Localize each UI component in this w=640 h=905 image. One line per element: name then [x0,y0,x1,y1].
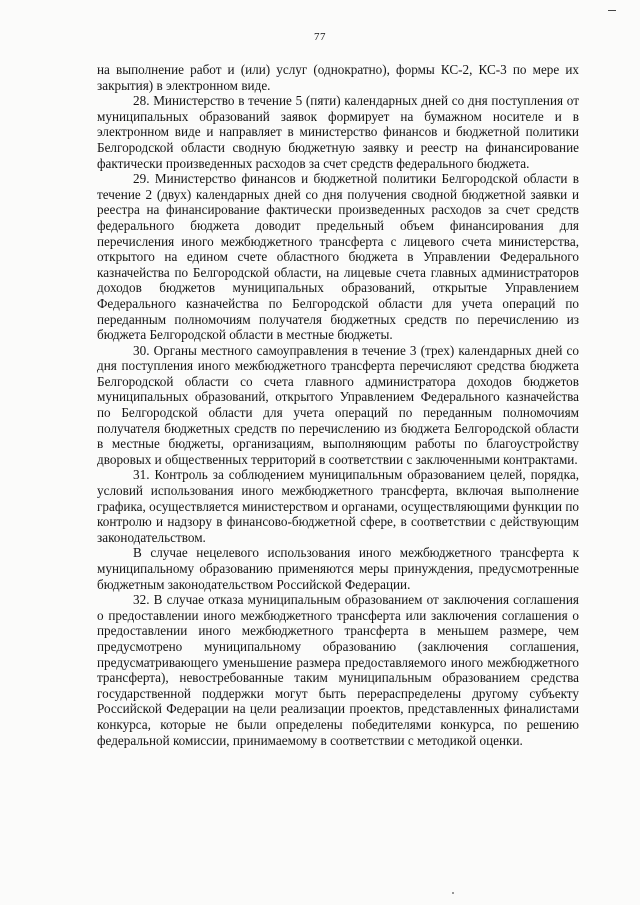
paragraph-29: 29. Министерство финансов и бюджетной политики Белгородской области в течение 2 (двух) календарных дней со дня получения сводной бюджетной заявки и реестра на финансирование фактически произведенных расходов за счет средств федерального бюджета доводит предельный объем финансирования для перечисления иного межбюджетного трансферта с лицевого счета министерства, открытого на едином счете областного бюджета в Управлении Федерального казначейства по Белгородской области, на лицевые счета главных администраторов доходов бюджетов муниципальных образований, открытые Управлением Федерального казначейства по Белгородской области для учета операций по переданным полномочиям получателя бюджетных средств по перечислению из бюджета Белгородской области в местные бюджеты. [97,171,579,343]
paragraph-31: 31. Контроль за соблюдением муниципальным образованием целей, порядка, условий использования иного межбюджетного трансферта, включая выполнение графика, осуществляется министерством и органами, осуществляющими функции по контролю и надзору в финансово-бюджетной сфере, в соответствии с действующим законодательством. [97,467,579,545]
scan-speck [452,892,454,894]
document-body [97,62,579,748]
paragraph-31-sanctions: В случае нецелевого использования иного межбюджетного трансферта к муниципальному образованию применяются меры принуждения, предусмотренные бюджетным законодательством Российской Федерации. [97,545,579,592]
paragraph-continuation: на выполнение работ и (или) услуг (однократно), формы КС-2, КС-3 по мере их закрытия) в электронном виде. [97,62,579,93]
scan-mark [608,10,616,11]
page-number: 77 [314,31,326,43]
paragraph-28: 28. Министерство в течение 5 (пяти) календарных дней со дня поступления от муниципальных образований заявок формирует на бумажном носителе и в электронном виде и направляет в министерство финансов и бюджетной политики Белгородской области сводную бюджетную заявку и реестр на финансирование фактически произведенных расходов за счет средств федерального бюджета. [97,93,579,171]
paragraph-30: 30. Органы местного самоуправления в течение 3 (трех) календарных дней со дня поступления иного межбюджетного трансферта перечисляют средства бюджета Белгородской области со счета главного администратора доходов бюджетов муниципальных образований, открытого Управлением Федерального казначейства по Белгородской области для учета операций по переданным полномочиям получателя бюджетных средств по перечислению из бюджета Белгородской области в местные бюджеты, организациям, выполняющим работы по благоустройству дворовых и общественных территорий в соответствии с заключенными контрактами. [97,342,579,467]
paragraph-32: 32. В случае отказа муниципальным образованием от заключения соглашения о предоставлении иного межбюджетного трансферта или заключения соглашения о предоставлении иного межбюджетного трансферта в меньшем размере, чем предусмотрено муниципальному образованию (заключения соглашения, предусматривающего уменьшение размера предоставляемого иного межбюджетного трансферта), невостребованные таким муниципальным образованием средства государственной поддержки могут быть перераспределены другому субъекту Российской Федерации на цели реализации проектов, представленных финалистами конкурса, которые не были определены победителями конкурса, по решению федеральной комиссии, принимаемому в соответствии с методикой оценки. [97,592,579,748]
